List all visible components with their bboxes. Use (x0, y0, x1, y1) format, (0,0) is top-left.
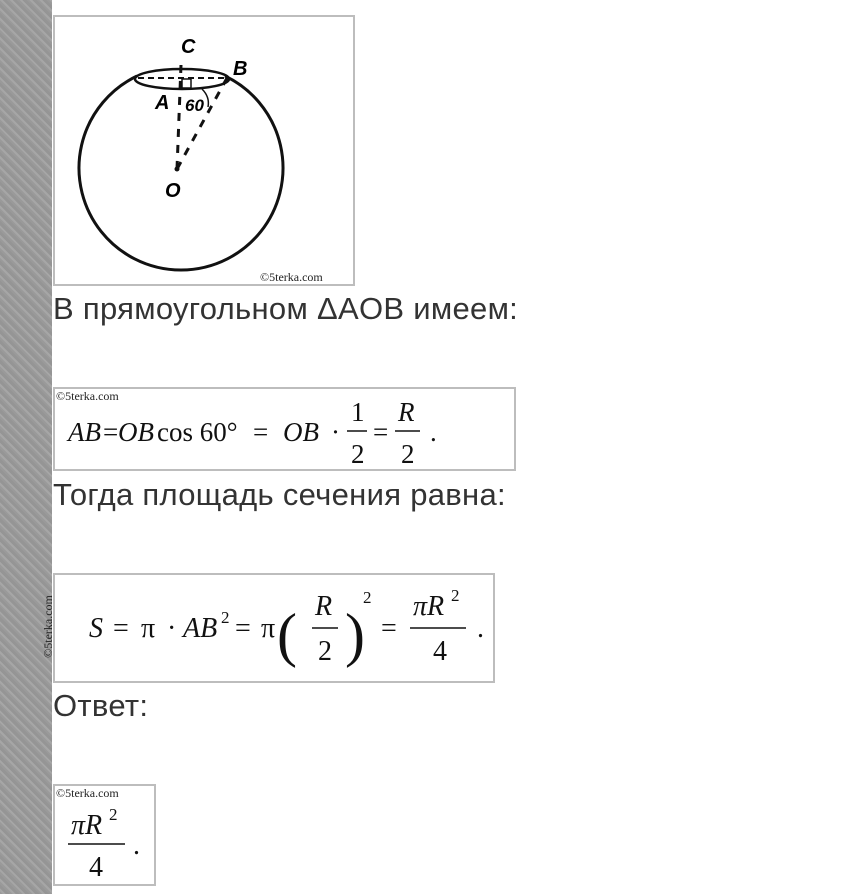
f2-sup1: 2 (221, 608, 230, 627)
f2-eq2: = (235, 613, 251, 644)
f2-frac-den: 2 (318, 636, 332, 667)
f1-frac1-num: 1 (351, 397, 365, 427)
formula-ab-svg (55, 389, 514, 469)
f2-frac-num: R (315, 591, 333, 622)
f1-frac2-den: 2 (401, 439, 415, 469)
f1-ob1: OB (118, 417, 154, 447)
label-o: O (165, 180, 181, 202)
label-b: B (233, 58, 248, 80)
formula-area-watermark: ©5terka.com (40, 595, 55, 658)
f3-num: πR (71, 810, 103, 841)
f1-end: . (430, 417, 437, 447)
f2-pi1: π (141, 613, 156, 644)
f2-eq1: = (113, 613, 129, 644)
f2-s: S (89, 613, 103, 644)
formula-answer (53, 784, 156, 886)
f1-eq2: = (253, 417, 269, 447)
paragraph-answer: Ответ: (53, 688, 149, 723)
f2-res-sup: 2 (451, 586, 460, 605)
f1-dot: · (331, 417, 340, 447)
f1-frac2-num: R (398, 397, 415, 427)
formula-area (40, 573, 495, 683)
left-sidebar-strip (0, 0, 52, 894)
f3-den: 4 (89, 852, 103, 883)
f2-pi2: π (261, 613, 276, 644)
f2-dot: · (167, 613, 177, 644)
paragraph-section-area: Тогда площадь сечения равна: (53, 477, 506, 512)
formula-ab-watermark: ©5terka.com (56, 389, 119, 403)
f3-sup: 2 (109, 805, 118, 824)
f1-eq3: = (373, 417, 389, 447)
figure-watermark: ©5terka.com (260, 270, 323, 284)
sphere-diagram (55, 17, 353, 284)
f2-sup2: 2 (363, 588, 372, 607)
formula-answer-watermark: ©5terka.com (56, 786, 119, 800)
f1-ab: AB (68, 417, 101, 447)
label-angle-60: 60 (185, 96, 204, 115)
f1-frac1-den: 2 (351, 439, 365, 469)
f2-res-num: πR (413, 591, 445, 622)
f2-ab: AB (183, 613, 218, 644)
label-a: A (155, 92, 170, 114)
label-c: C (181, 36, 196, 58)
f2-end: . (477, 613, 484, 644)
content-area (40, 0, 864, 894)
f2-eq3: = (381, 613, 397, 644)
f1-cos: cos 60° (157, 417, 238, 447)
f2-res-den: 4 (433, 636, 447, 667)
paragraph-right-triangle: В прямоугольном ΔAOB имеем: (53, 291, 519, 326)
f1-eq1: = (103, 417, 119, 447)
f2-lparen: ( (277, 602, 297, 668)
f1-ob2: OB (283, 417, 319, 447)
f3-end: . (133, 830, 140, 861)
f2-rparen: ) (345, 602, 365, 668)
formula-ab (53, 387, 516, 471)
formula-area-svg (55, 575, 493, 681)
sphere-figure (53, 15, 355, 286)
